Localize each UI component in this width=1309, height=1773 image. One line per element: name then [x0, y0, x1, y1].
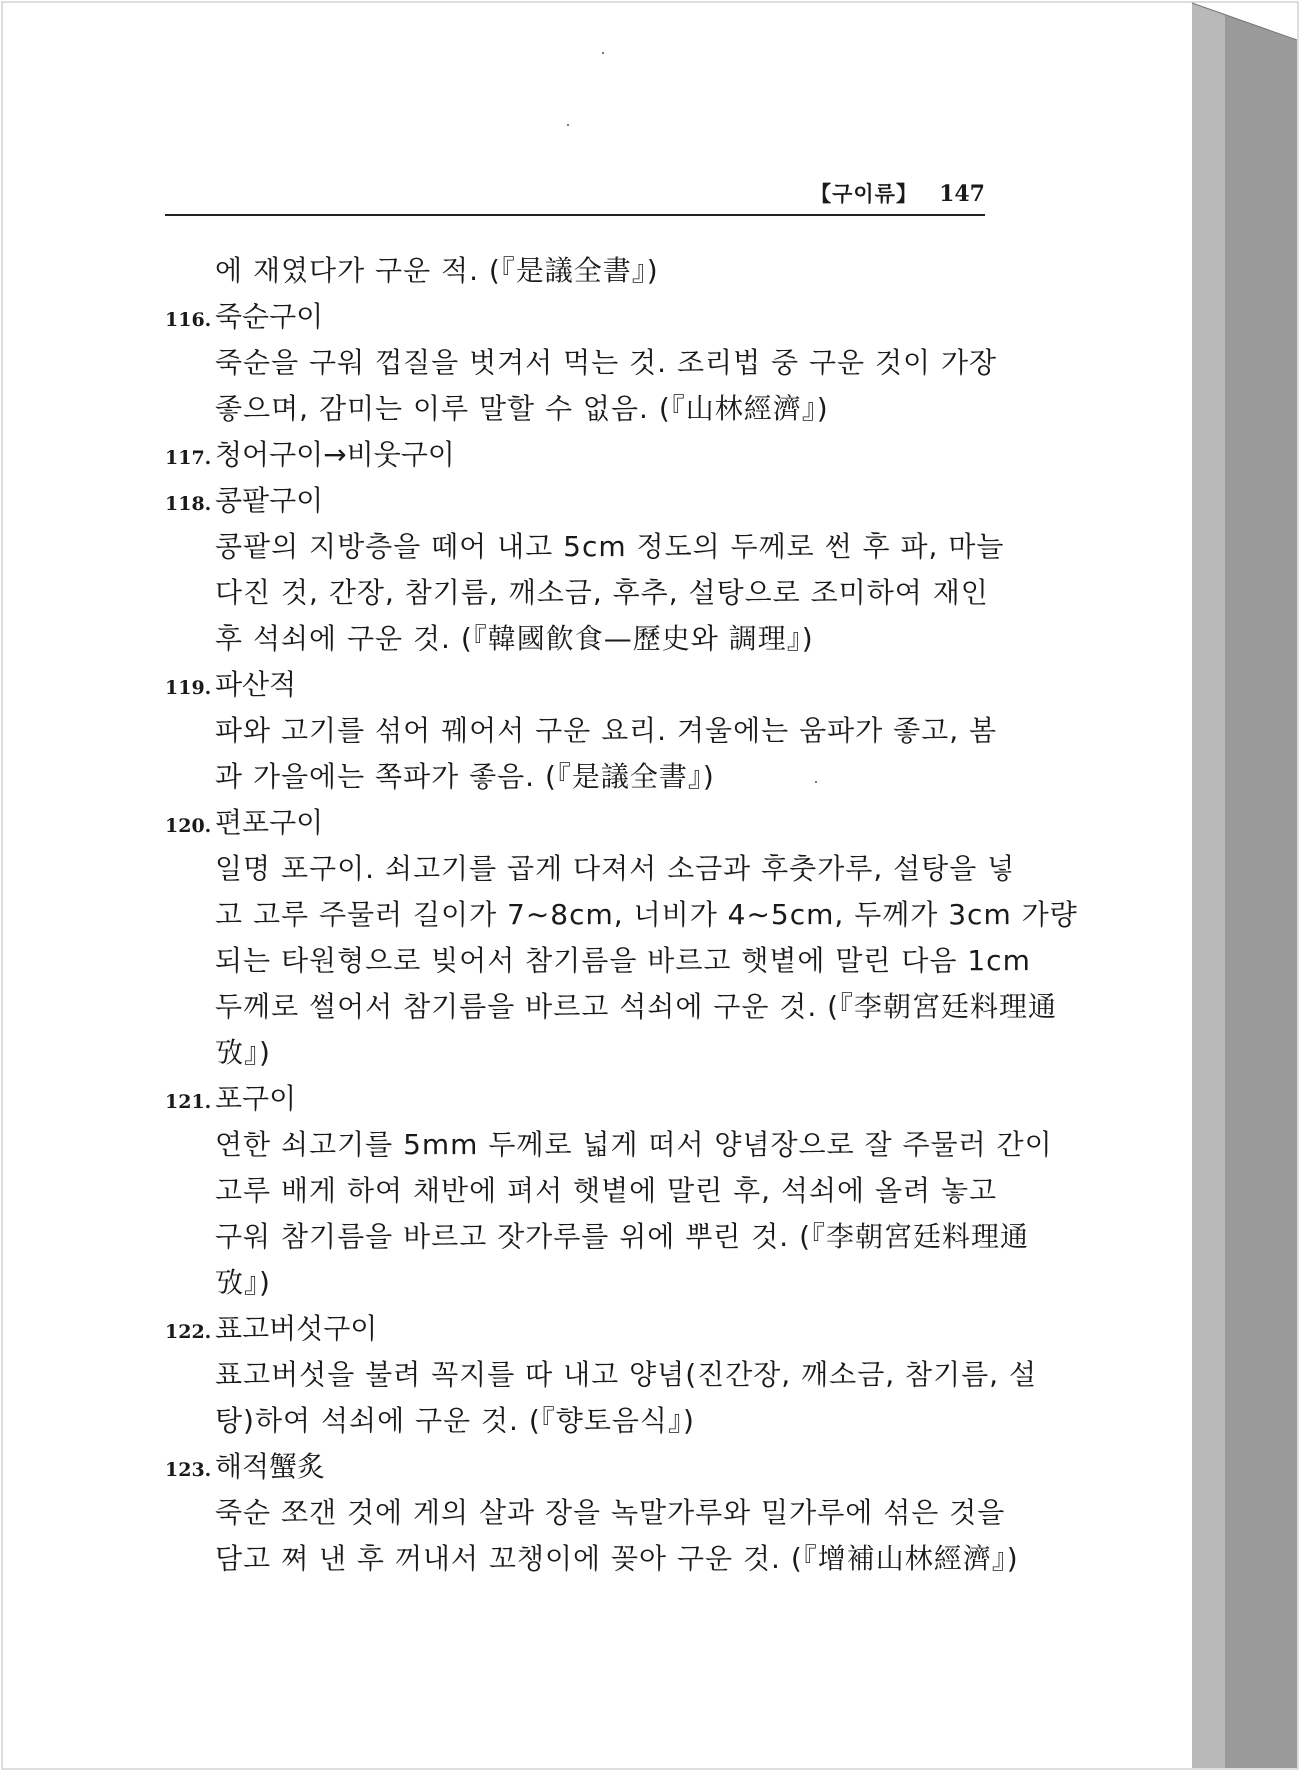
entry-number: 122. — [165, 1321, 212, 1343]
body-line: 일명 포구이. 쇠고기를 곱게 다져서 소금과 후춧가루, 설탕을 넣 — [215, 852, 1016, 885]
body-line: 攷』) — [215, 1036, 271, 1069]
entry-heading — [165, 294, 985, 340]
entry-heading — [165, 800, 985, 846]
entry-number: 119. — [165, 677, 212, 699]
body-line: 에 재였다가 구운 적. (『是議全書』) — [215, 254, 659, 287]
entry-heading — [165, 662, 985, 708]
header-rule — [165, 214, 985, 216]
body-line: 과 가을에는 쪽파가 좋음. (『是議全書』) — [215, 760, 715, 793]
body-line: 연한 쇠고기를 5mm 두께로 넓게 떠서 양념장으로 잘 주물러 간이 — [215, 1128, 1053, 1161]
entry-title: 포구이 — [215, 1082, 297, 1115]
entry-title: 편포구이 — [215, 806, 324, 839]
body-line: 죽순을 구워 껍질을 벗겨서 먹는 것. 조리법 중 구운 것이 가장 — [215, 346, 998, 379]
running-header — [165, 178, 985, 212]
body-line: 담고 쪄 낸 후 꺼내서 꼬챙이에 꽂아 구운 것. (『增補山林經濟』) — [215, 1542, 1019, 1575]
body-line: 후 석쇠에 구운 것. (『韓國飮食—歷史와 調理』) — [215, 622, 814, 655]
entry-heading — [165, 432, 985, 478]
entry-title: 파산적 — [215, 668, 297, 701]
body-line: 표고버섯을 불려 꼭지를 따 내고 양념(진간장, 깨소금, 참기름, 설 — [215, 1358, 1038, 1391]
entry-title: 콩팥구이 — [215, 484, 324, 517]
entry-title: 죽순구이 — [215, 300, 324, 333]
body-line: 구워 참기름을 바르고 잣가루를 위에 뿌린 것. (『李朝宮廷料理通 — [215, 1220, 1029, 1253]
page-body — [165, 248, 1078, 1582]
body-line: 두께로 썰어서 참기름을 바르고 석쇠에 구운 것. (『李朝宮廷料理通 — [215, 990, 1058, 1023]
entry-title: 해적蟹炙 — [215, 1450, 326, 1483]
body-line: 파와 고기를 섞어 꿰어서 구운 요리. 겨울에는 움파가 좋고, 봄 — [215, 714, 998, 747]
body-line: 되는 타원형으로 빚어서 참기름을 바르고 햇볕에 말린 다음 1cm — [215, 944, 1031, 977]
entry-heading — [165, 1076, 985, 1122]
entry-number: 116. — [165, 309, 212, 331]
body-line: 攷』) — [215, 1266, 271, 1299]
scan-speck — [602, 52, 604, 54]
body-line: 좋으며, 감미는 이루 말할 수 없음. (『山林經濟』) — [215, 392, 829, 425]
entry-number: 118. — [165, 493, 212, 515]
entry-number: 120. — [165, 815, 212, 837]
entry-heading — [165, 1444, 985, 1490]
entry-number: 123. — [165, 1459, 212, 1481]
entry-number: 121. — [165, 1091, 212, 1113]
body-line: 죽순 쪼갠 것에 게의 살과 장을 녹말가루와 밀가루에 섞은 것을 — [215, 1496, 1006, 1529]
header-section-title: 【구이류】 — [810, 182, 918, 206]
body-line: 콩팥의 지방층을 떼어 내고 5cm 정도의 두께로 썬 후 파, 마늘 — [215, 530, 1005, 563]
body-line: 다진 것, 간장, 참기름, 깨소금, 후추, 설탕으로 조미하여 재인 — [215, 576, 989, 609]
entry-title: 청어구이→비웃구이 — [215, 438, 455, 471]
entry-title: 표고버섯구이 — [215, 1312, 378, 1345]
page-number: 147 — [939, 181, 985, 207]
body-line: 고 고루 주물러 길이가 7∼8cm, 너비가 4∼5cm, 두께가 3cm 가량 — [215, 898, 1078, 931]
scan-speck — [567, 124, 569, 126]
entry-number: 117. — [165, 447, 212, 469]
body-line: 고루 배게 하여 채반에 펴서 햇볕에 말린 후, 석쇠에 올려 놓고 — [215, 1174, 998, 1207]
entry-heading — [165, 478, 985, 524]
entry-heading — [165, 1306, 985, 1352]
body-line: 탕)하여 석쇠에 구운 것. (『향토음식』) — [215, 1404, 695, 1437]
